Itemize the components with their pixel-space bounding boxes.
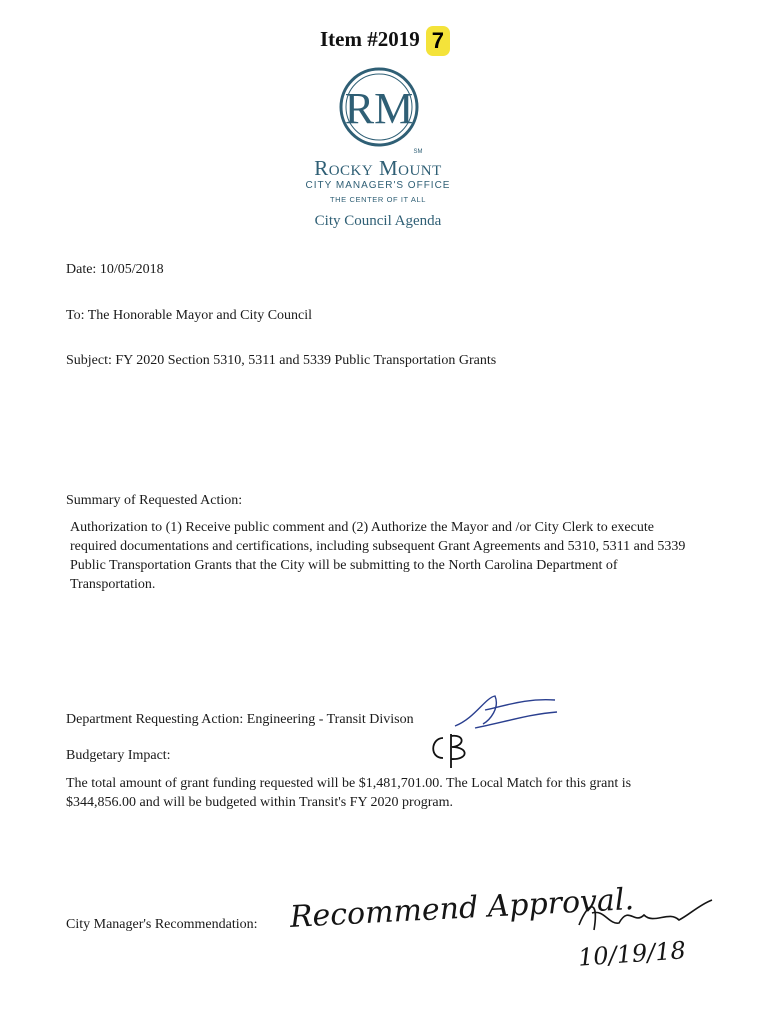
budget-body: The total amount of grant funding requested will be $1,481,701.00. The Local Match for this grant is $344,856.00 and will be budgeted within Transit's FY 2020 program. (66, 776, 632, 810)
recommendation-label: City Manager's Recommendation: (66, 917, 258, 932)
item-number-badge: 7 (426, 26, 450, 56)
office-name: CITY MANAGER'S OFFICE (305, 180, 451, 191)
tagline: THE CENTER OF IT ALL (329, 195, 427, 204)
organization-name: Rocky Mount (314, 156, 442, 180)
item-heading (0, 26, 770, 56)
item-label: Item #2019 (320, 26, 420, 51)
svg-text:SM: SM (413, 149, 423, 155)
city-manager-signature-icon (574, 895, 714, 940)
memo-subject: Subject: FY 2020 Section 5310, 5311 and 5339 Public Transportation Grants (66, 353, 497, 368)
handwritten-date: 10/19/18 (577, 936, 687, 972)
department-line: Department Requesting Action: Engineering - Transit Divison (66, 712, 414, 727)
document-type: City Council Agenda (314, 213, 442, 229)
handwritten-recommendation: Recommend Approval. (289, 882, 635, 935)
cb-initials-icon (425, 728, 485, 770)
budget-heading: Budgetary Impact: (66, 748, 171, 763)
memo-to: To: The Honorable Mayor and City Council (66, 308, 313, 323)
summary-heading: Summary of Requested Action: (66, 493, 243, 508)
memo-date: Date: 10/05/2018 (66, 262, 164, 277)
rocky-mount-logo-icon (334, 63, 424, 155)
svg-text:RM: RM (344, 84, 414, 133)
summary-body: Authorization to (1) Receive public comment and (2) Authorize the Mayor and /or City Clerk to execute required documentations and certifications, including subsequent Grant Agreements and 5310, 5311 and 5339 Public Transportation Grants that the City will be submitting to the North Carolina Department of Transportation. (70, 520, 686, 592)
